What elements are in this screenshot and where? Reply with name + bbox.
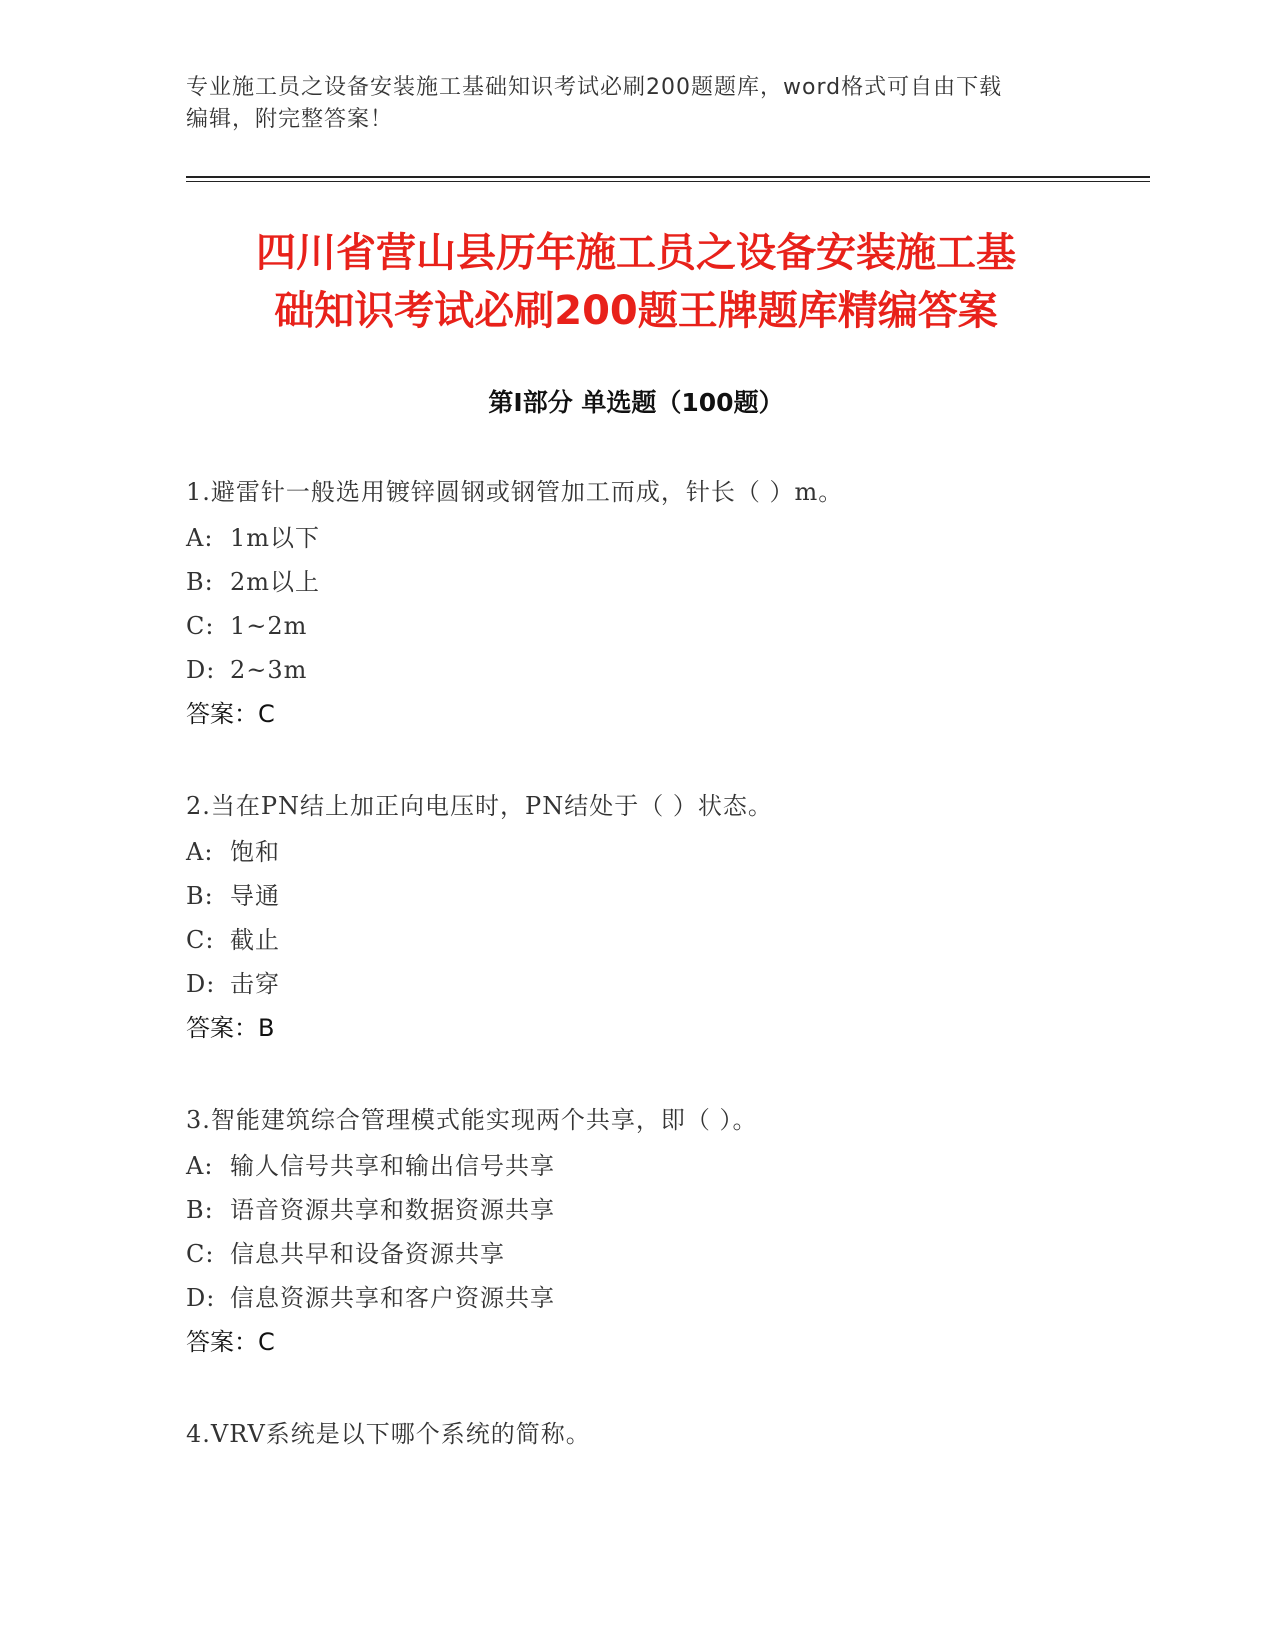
question-option	[186, 566, 320, 598]
answer-line: 答案：C	[186, 700, 275, 728]
option-label: D:	[186, 970, 216, 998]
question-option	[186, 836, 280, 868]
option-text: 饱和	[230, 838, 280, 866]
option-text: 2~3m	[230, 656, 308, 684]
question-stem: 4.VRV系统是以下哪个系统的简称。	[186, 1420, 591, 1448]
option-label: B:	[186, 882, 214, 910]
question-stem: 1.避雷针一般选用镀锌圆钢或钢管加工而成，针长（ ）m。	[186, 478, 844, 506]
document-title-line-2: 础知识考试必刷200题王牌题库精编答案	[274, 288, 998, 334]
option-text: 输人信号共享和输出信号共享	[230, 1152, 555, 1180]
question-stem: 3.智能建筑综合管理模式能实现两个共享，即（ ）。	[186, 1106, 758, 1134]
question-option	[186, 968, 280, 1000]
question-stem: 2.当在PN结上加正向电压时，PN结处于（ ）状态。	[186, 792, 773, 820]
option-text: 信息资源共享和客户资源共享	[230, 1284, 555, 1312]
option-label: A:	[186, 838, 214, 866]
header-note-line-2: 编辑，附完整答案！	[186, 107, 394, 132]
header-rule-thick	[186, 176, 1150, 178]
option-label: C:	[186, 1240, 215, 1268]
option-text: 信息共早和设备资源共享	[230, 1240, 505, 1268]
header-note-line-1: 专业施工员之设备安装施工基础知识考试必刷200题题库，word格式可自由下载	[186, 75, 1003, 100]
option-label: D:	[186, 1284, 216, 1312]
document-title-line-1: 四川省营山县历年施工员之设备安装施工基	[256, 230, 1016, 276]
option-text: 1~2m	[230, 612, 308, 640]
header-rule-thin	[186, 181, 1150, 182]
header-note	[186, 72, 1066, 136]
section-heading: 第Ⅰ部分 单选题（100题）	[488, 388, 784, 417]
question-option	[186, 924, 280, 956]
option-label: B:	[186, 1196, 214, 1224]
question-option	[186, 1282, 555, 1314]
question-option	[186, 522, 320, 554]
option-label: C:	[186, 926, 215, 954]
option-label: D:	[186, 656, 216, 684]
option-label: A:	[186, 524, 214, 552]
option-text: 击穿	[230, 970, 280, 998]
option-text: 截止	[230, 926, 280, 954]
option-text: 语音资源共享和数据资源共享	[230, 1196, 555, 1224]
document-title	[186, 224, 1086, 340]
option-label: A:	[186, 1152, 214, 1180]
question-option	[186, 1150, 555, 1182]
question-option	[186, 1194, 555, 1226]
option-text: 2m以上	[230, 568, 321, 596]
option-label: B:	[186, 568, 214, 596]
question-option	[186, 1238, 505, 1270]
option-text: 导通	[230, 882, 280, 910]
option-text: 1m以下	[230, 524, 321, 552]
question-option	[186, 610, 307, 642]
answer-line: 答案：C	[186, 1328, 275, 1356]
question-option	[186, 654, 307, 686]
option-label: C:	[186, 612, 215, 640]
question-option	[186, 880, 280, 912]
answer-line: 答案：B	[186, 1014, 275, 1042]
